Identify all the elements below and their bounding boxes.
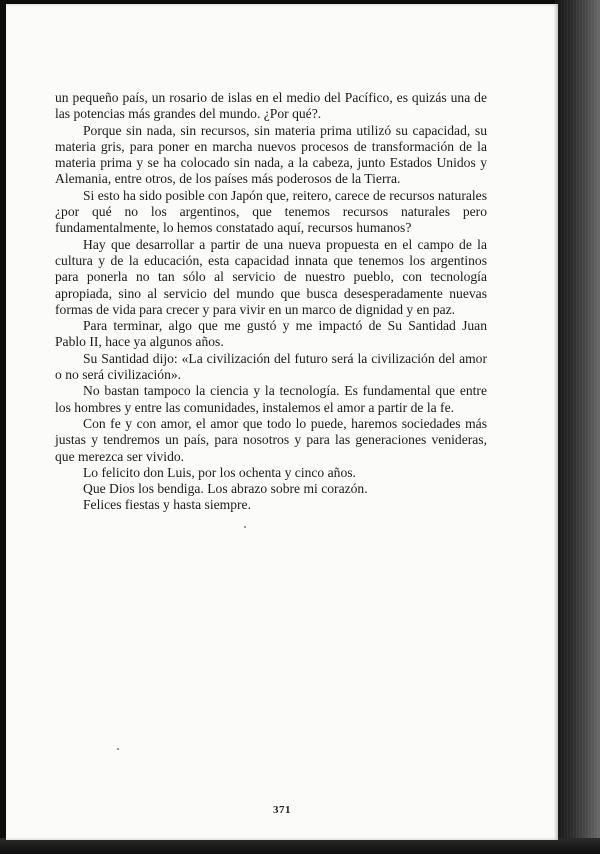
paragraph: Que Dios los bendiga. Los abrazo sobre mi corazón. xyxy=(83,481,368,497)
paragraph: Su Santidad dijo: «La civilización del futuro será la civilización del amor o no será civilización». xyxy=(55,350,487,383)
paragraph: Felices fiestas y hasta siempre. xyxy=(83,497,251,513)
scan-speck xyxy=(244,526,246,528)
paragraph: No bastan tampoco la ciencia y la tecnología. Es fundamental que entre los hombres y entre las comunidades, instalemos el amor a partir de la fe. xyxy=(55,383,487,415)
scan-bottom-edge xyxy=(0,838,600,854)
paragraph: Lo felicito don Luis, por los ochenta y cinco años. xyxy=(83,464,356,480)
paragraph: Si esto ha sido posible con Japón que, reitero, carece de recursos naturales ¿por qué no los argentinos, que tenemos recursos naturales pero fundamentalmente, lo hemos constatado aquí, recursos humanos? xyxy=(55,187,487,236)
body-text xyxy=(55,90,487,514)
paragraph: Porque sin nada, sin recursos, sin materia prima utilizó su capacidad, su materia gris, para poner en marcha nuevos procesos de transformación de la materia prima y se ha colocado sin nada, a la cabeza, junto Estados Unidos y Alemania, entre otros, de los países más poderosos de la Tierra. xyxy=(55,122,487,187)
scan-speck xyxy=(117,748,119,750)
paragraph: Con fe y con amor, el amor que todo lo puede, haremos sociedades más justas y tendremos un país, para nosotros y para las generaciones venideras, que merezca ser vivido. xyxy=(55,415,487,464)
scan-right-edge xyxy=(555,0,600,854)
paragraph: Hay que desarrollar a partir de una nueva propuesta en el campo de la cultura y de la educación, esta capacidad innata que tenemos los argentinos para ponerla no tan sólo al servicio de nuestro pueblo, con tecnología apropiada, sino al servicio del mundo que busca desesperadamente nuevas formas de vida para crecer y para vivir en un marco de dignidad y en paz. xyxy=(55,236,487,317)
page-number: 371 xyxy=(273,804,291,816)
paragraph: Para terminar, algo que me gustó y me impactó de Su Santidad Juan Pablo II, hace ya algunos años. xyxy=(55,318,487,350)
document-page xyxy=(6,4,558,840)
paragraph: un pequeño país, un rosario de islas en el medio del Pacífico, es quizás una de las potencias más grandes del mundo. ¿Por qué?. xyxy=(55,90,487,122)
